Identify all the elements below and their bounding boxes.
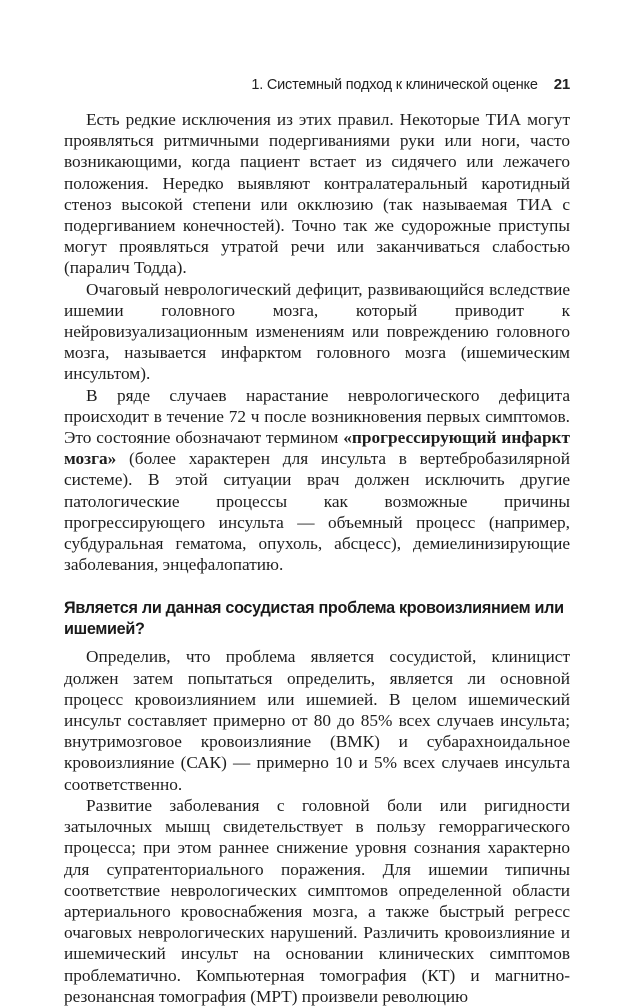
paragraph-text: Определив, что проблема является сосудистой, клиницист должен затем попытаться определить, является ли основной процесс кровоизлиянием или ишемией. В целом ишемический инсульт составляет примерно от 80 до 85% всех случаев инсульта; внутримозговое кровоизлияние (ВМК) и субарахноидальное кровоизлияние (САК) — примерно 10 и 5% всех случаев инсульта соответственно. <box>64 647 570 794</box>
section-heading: Является ли данная сосудистая проблема кровоизлиянием или ишемией? <box>64 599 564 639</box>
paragraph-text: Очаговый неврологический дефицит, развивающийся вследствие ишемии головного мозга, который приводит к нейровизуализационным изменениям или повреждению головного мозга, называется инфарктом головного мозга (ишемическим инсультом). <box>64 279 570 384</box>
paragraph-cerebral-infarction <box>64 279 570 385</box>
running-title: 1. Системный подход к клинической оценке <box>251 77 538 93</box>
paragraph-text: Есть редкие исключения из этих правил. Некоторые ТИА могут проявляться ритмичными подергиваниями руки или ноги, часто возникающими, когда пациент встает из сидячего или лежачего положения. Нередко выявляют контралатеральный каротидный стеноз высокой степени или окклюзию (так называемая ТИА с подергиванием конечностей). Точно так же судорожные приступы могут проявляться утратой речи или заканчиваться слабостью (паралич Тодда). <box>64 110 570 278</box>
page-number: 21 <box>553 76 570 93</box>
paragraph-tia-exceptions <box>64 109 570 279</box>
paragraph-clinical-differentiation <box>64 795 570 1007</box>
paragraph-text: Развитие заболевания с головной боли или ригидности затылочных мышц свидетельствует в пользу геморрагического процесса; при этом раннее снижение уровня сознания характерно для супратенториального поражения. Для ишемии типичны соответствие неврологических симптомов определенной области артериального кровоснабжения мозга, а также быстрый регресс очаговых неврологических нарушений. Различить кровоизлияние и ишемический инсульт на основании клинических симптомов проблематично. Компьютерная томография (КТ) и магнитно-резонансная томография (МРТ) произвели революцию <box>64 795 570 1006</box>
page-body <box>64 109 570 1007</box>
paragraph-text-start: В ряде случаев нарастание неврологического дефицита происходит в течение 72 ч после возникновения первых симптомов. Это состояние обозначают термином <box>64 385 570 448</box>
paragraph-hemorrhage-vs-ischemia <box>64 646 570 794</box>
page-header <box>64 76 570 100</box>
paragraph-text-end: (более характерен для инсульта в вертебробазилярной системе). В этой ситуации врач должен исключить другие патологические процессы как возможные причины прогрессирующего инсульта — объемный процесс (например, субдуральная гематома, опухоль, абсцесс), демиелинизирующие заболевания, энцефалопатию. <box>64 449 570 575</box>
bold-term: «прогрессирующий инфаркт мозга» <box>64 428 571 469</box>
paragraph-progressive-infarction <box>64 385 570 576</box>
